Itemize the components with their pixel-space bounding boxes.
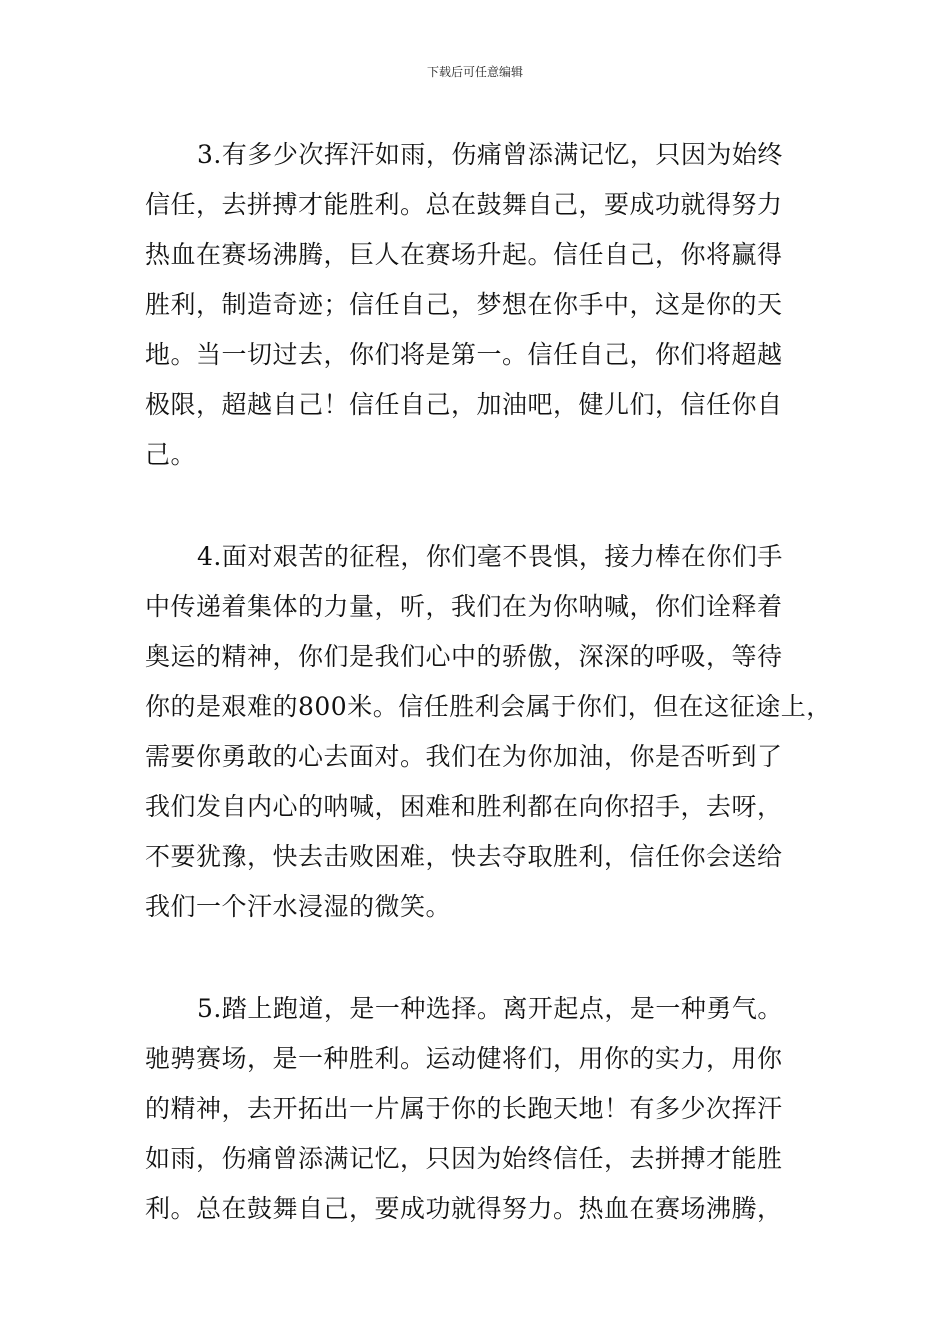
paragraph-line: 奥运的精神，你们是我们心中的骄傲，深深的呼吸，等待	[145, 642, 783, 671]
paragraph-line: 4.面对艰苦的征程，你们毫不畏惧，接力棒在你们手	[197, 542, 783, 571]
paragraph-line: 己。	[145, 440, 197, 469]
paragraph-3	[145, 130, 825, 480]
paragraph-line: 需要你勇敢的心去面对。我们在为你加油，你是否听到了	[145, 742, 783, 771]
paragraph-line: 驰骋赛场，是一种胜利。运动健将们，用你的实力，用你	[145, 1044, 783, 1073]
paragraph-line: 我们一个汗水浸湿的微笑。	[145, 892, 452, 921]
paragraph-line: 胜利，制造奇迹；信任自己，梦想在你手中，这是你的天	[145, 290, 783, 319]
paragraph-line: 你的是艰难的800米。信任胜利会属于你们，但在这征途上，	[145, 692, 832, 721]
paragraph-line: 的精神，去开拓出一片属于你的长跑天地！有多少次挥汗	[145, 1094, 783, 1123]
paragraph-line: 极限，超越自己！信任自己，加油吧，健儿们，信任你自	[145, 390, 783, 419]
paragraph-line: 不要犹豫，快去击败困难，快去夺取胜利，信任你会送给	[145, 842, 783, 871]
paragraph-line: 3.有多少次挥汗如雨，伤痛曾添满记忆，只因为始终	[197, 140, 783, 169]
paragraph-line: 如雨，伤痛曾添满记忆，只因为始终信任，去拼搏才能胜	[145, 1144, 783, 1173]
page-header: 下载后可任意编辑	[426, 65, 523, 79]
paragraph-5	[145, 984, 825, 1234]
paragraph-line: 我们发自内心的呐喊，困难和胜利都在向你招手，去呀，	[145, 792, 783, 821]
document-body	[145, 130, 832, 1286]
paragraph-line: 5.踏上跑道，是一种选择。离开起点，是一种勇气。	[197, 994, 783, 1023]
paragraph-4	[145, 532, 832, 932]
paragraph-line: 中传递着集体的力量，听，我们在为你呐喊，你们诠释着	[145, 592, 783, 621]
paragraph-line: 信任，去拼搏才能胜利。总在鼓舞自己，要成功就得努力	[145, 190, 783, 219]
paragraph-line: 热血在赛场沸腾，巨人在赛场升起。信任自己，你将赢得	[145, 240, 783, 269]
paragraph-line: 利。总在鼓舞自己，要成功就得努力。热血在赛场沸腾，	[145, 1194, 783, 1223]
paragraph-line: 地。当一切过去，你们将是第一。信任自己，你们将超越	[145, 340, 783, 369]
